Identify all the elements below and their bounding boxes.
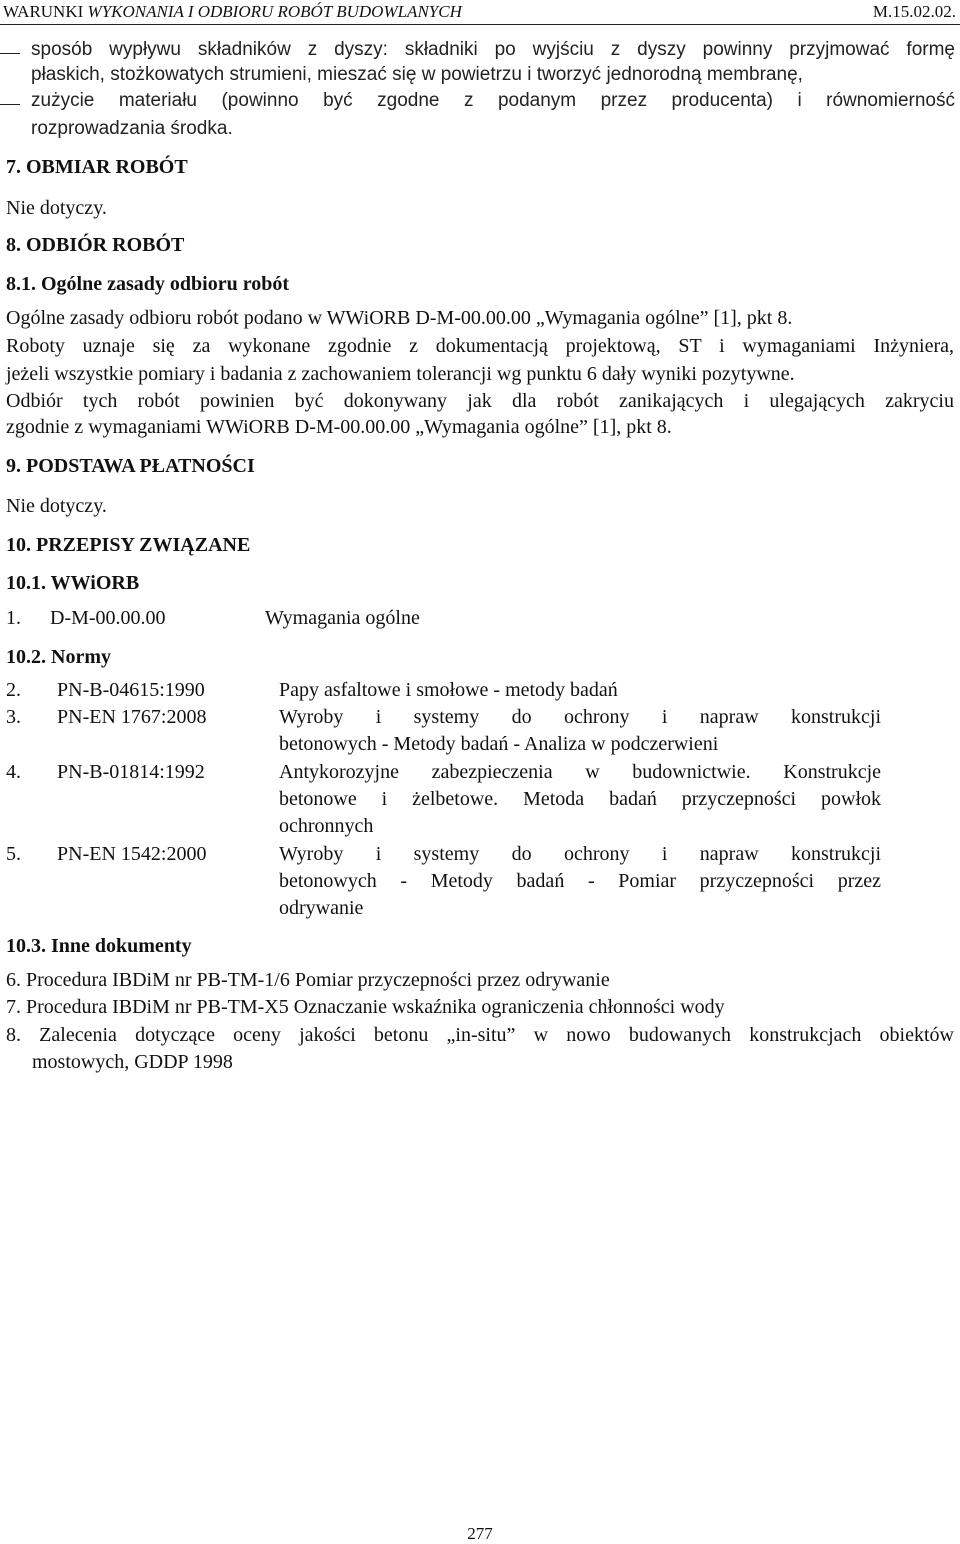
header-title-italic: WYKONANIA I ODBIORU ROBÓT BUDOWLANYCH xyxy=(87,2,462,21)
bullet-1-line-1: sposób wypływu składników z dyszy: składniki po wyjściu z dyszy powinny przyjmować formę xyxy=(31,39,955,60)
paragraph: Nie dotyczy. xyxy=(6,495,107,517)
subsection-heading: 10.3. Inne dokumenty xyxy=(6,935,192,957)
paragraph-line: Roboty uznaje się za wykonane zgodnie z dokumentacją projektową, ST i wymaganiami Inżyniera, xyxy=(6,335,954,357)
subsection-heading: 10.2. Normy xyxy=(6,646,111,668)
subsection-heading: 8.1. Ogólne zasady odbioru robót xyxy=(6,273,289,295)
section-heading: 9. PODSTAWA PŁATNOŚCI xyxy=(6,455,255,477)
reference-title: Antykorozyjne zabezpieczenia w budownictwie. Konstrukcje xyxy=(279,761,881,783)
page-number: 277 xyxy=(467,1524,493,1543)
subsection-heading: 10.1. WWiORB xyxy=(6,572,140,594)
header-spec-code: M.15.02.02. xyxy=(872,2,956,21)
reference-number: 5. xyxy=(6,843,21,865)
document-item: 8. Zalecenia dotyczące oceny jakości betonu „in-situ” w nowo budowanych konstrukcjach obiektów xyxy=(6,1024,954,1046)
reference-title: betonowych - Metody badań - Analiza w podczerwieni xyxy=(279,733,719,755)
paragraph: Ogólne zasady odbioru robót podano w WWiORB D-M-00.00.00 „Wymagania ogólne” [1], pkt 8. xyxy=(6,307,793,329)
bullet-2-line-2: rozprowadzania środka. xyxy=(31,118,233,139)
section-heading: 8. ODBIÓR ROBÓT xyxy=(6,234,185,256)
paragraph-line: jeżeli wszystkie pomiary i badania z zachowaniem tolerancji wg punktu 6 dały wyniki pozytywne. xyxy=(6,363,795,385)
header-title xyxy=(3,0,462,24)
reference-title: Papy asfaltowe i smołowe - metody badań xyxy=(279,679,618,701)
paragraph-line: zgodnie z wymaganiami WWiORB D-M-00.00.00 „Wymagania ogólne” [1], pkt 8. xyxy=(6,416,672,438)
dash-bullet-icon xyxy=(0,104,20,105)
reference-title: Wyroby i systemy do ochrony i napraw konstrukcji xyxy=(279,706,881,728)
reference-code: PN-EN 1542:2000 xyxy=(57,843,207,865)
dash-bullet-icon xyxy=(0,53,20,54)
reference-number: 4. xyxy=(6,761,21,783)
paragraph-line: Odbiór tych robót powinien być dokonywany jak dla robót zanikających i ulegających zakryciu xyxy=(6,390,954,412)
reference-title: betonowe i żelbetowe. Metoda badań przyczepności powłok xyxy=(279,788,881,810)
header-title-plain: WARUNKI xyxy=(3,2,88,21)
bullet-1-line-2: płaskich, stożkowatych strumieni, mieszać się w powietrzu i tworzyć jednorodną membranę, xyxy=(31,64,803,85)
reference-title: Wymagania ogólne xyxy=(265,607,420,629)
paragraph: Nie dotyczy. xyxy=(6,197,107,219)
document-item: 6. Procedura IBDiM nr PB-TM-1/6 Pomiar przyczepności przez odrywanie xyxy=(6,969,610,991)
reference-title: odrywanie xyxy=(279,897,364,919)
bullet-2-line-1: zużycie materiału (powinno być zgodne z podanym przez producenta) i równomierność xyxy=(31,90,955,111)
reference-code: PN-EN 1767:2008 xyxy=(57,706,207,728)
reference-code: PN-B-01814:1992 xyxy=(57,761,205,783)
reference-code: PN-B-04615:1990 xyxy=(57,679,205,701)
reference-number: 1. xyxy=(6,607,21,629)
document-item: mostowych, GDDP 1998 xyxy=(32,1051,233,1073)
reference-title: betonowych - Metody badań - Pomiar przyczepności przez xyxy=(279,870,881,892)
section-heading: 7. OBMIAR ROBÓT xyxy=(6,156,188,178)
reference-number: 2. xyxy=(6,679,21,701)
reference-title: Wyroby i systemy do ochrony i napraw konstrukcji xyxy=(279,843,881,865)
reference-code: D-M-00.00.00 xyxy=(50,607,166,629)
document-item: 7. Procedura IBDiM nr PB-TM-X5 Oznaczanie wskaźnika ograniczenia chłonności wody xyxy=(6,996,725,1018)
section-heading: 10. PRZEPISY ZWIĄZANE xyxy=(6,534,251,556)
reference-number: 3. xyxy=(6,706,21,728)
running-header xyxy=(0,0,960,25)
reference-title: ochronnych xyxy=(279,815,374,837)
